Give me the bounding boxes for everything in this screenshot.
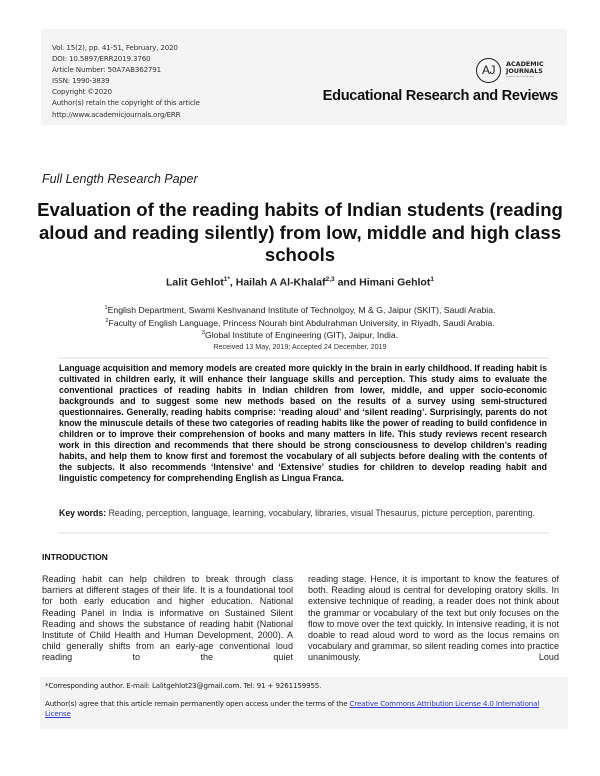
aj-logo-icon: AJ [476,58,501,83]
affiliation-item [30,303,570,316]
keywords-label: Key words: [59,508,107,518]
intro-left-column: Reading habit can help children to break through class barriers at different stages of their life. It is a foundational tool for both early education and higher education. National Reading Panel in India is informative on Sustained Silent Reading and shows the substance of reading habit (National Institute of Child Health and Human Development, 2000). A child generally shifts from an early-age conventional loud reading to the quiet [42,574,293,663]
meta-journal-url[interactable]: http://www.academicjournals.org/ERR [52,109,181,119]
author-affiliation-mark: 2,3 [325,276,335,283]
affiliation-text: Global Institute of Engineering (GIT), Jaipur, India. [204,330,399,341]
article-metadata [52,42,200,120]
author-conjunction: and [334,276,360,289]
meta-copyright-note: Author(s) retain the copyright of this article [52,98,200,108]
affiliation-item [30,316,570,329]
academic-journals-logo [476,58,586,86]
author-affiliation-mark: 1 [430,276,434,283]
abstract: Language acquisition and memory models are created more quickly in the brain in early childhood. If reading habit is cultivated in children early, it will enhance their language skills and perception. This study aims to evaluate the conventional practices of reading habits in Indian children from lower, middle, and upper socio-economic backgrounds and to suggest some new methods based on the results of a survey using semi-structured questionnaires. Generally, reading habits comprise: ‘reading aloud’ and ‘silent reading’. Surprisingly, parents do not know the minuscule details of these two categories of reading habits like the power of reading to build confidence in children or to improve their comprehension of books and many matters in life. This study reviews recent research work in this direction and recommends that there should be strong consciousness to develop children’s reading habits, and help them to know first and foremost the vocabulary of all subjects before dealing with the contents of the subjects. It also recommends ‘Intensive’ and ‘Extensive’ studies for children to develop reading habit and linguistic competency for comprehending English as Lingua Franca. [59,363,547,483]
author-affiliation-mark: 1* [223,276,230,283]
author-name: Hailah A Al-Khalaf [235,276,326,289]
author-name: Lalit Gehlot [166,276,224,289]
license-note [45,699,563,719]
keywords-list: Reading, perception, language, learning, vocabulary, libraries, visual Thesaurus, picture perception, parenting. [108,508,535,518]
license-link[interactable]: Creative Commons Attribution License 4.0 International License [45,699,540,718]
intro-right-column: reading stage. Hence, it is important to know the features of both. Reading aloud is central for developing oratory skills. In extensive technique of reading, a reader does not think about the grammar or vocabulary of the text but only focuses on the flow to move over the text quickly. In intensive reading, it is not doable to read aloud word to word as the locus remains on vocabulary and grammar, so silent reading comes into practice unanimously. Loud [308,574,559,663]
keywords [59,507,547,519]
author-name: Himani Gehlot [359,276,431,289]
abstract-bottom-rule [58,532,549,534]
license-text: Author(s) agree that this article remain permanently open access under the terms of the [45,699,350,708]
meta-doi: DOI: 10.5897/ERR2019.3760 [52,54,151,64]
affiliations [30,303,570,341]
meta-issn: ISSN: 1990-3839 [52,76,110,86]
section-heading-introduction: INTRODUCTION [42,552,108,562]
affiliation-mark: 3 [201,330,205,337]
journal-name: Educational Research and Reviews [322,88,558,104]
affiliation-mark: 2 [105,317,109,324]
affiliation-mark: 1 [104,305,108,311]
affiliation-text: English Department, Swami Keshvanand Institute of Technolgoy, M & G, Jaipur (SKIT), Saudi Arabia. [107,304,496,315]
paper-title: Evaluation of the reading habits of Indian students (reading aloud and reading silently) from low, middle and high class schools [37,199,563,265]
received-accepted-dates: Received 13 May, 2019; Accepted 24 December, 2019 [213,342,387,351]
logo-tagline: expand your knowledge [506,76,535,78]
corresponding-author-note: *Corresponding author. E-mail: Lalitgehlot23@gmail.com. Tel: 91 + 9261159955. [45,681,322,690]
meta-copyright: Copyright ©2020 [52,87,112,97]
abstract-top-rule [58,357,549,359]
logo-line-2: JOURNALS [506,67,543,76]
author-list [30,276,570,289]
author-separator: , [229,276,236,289]
meta-article-number: Article Number: 50A7AB362791 [52,65,162,75]
affiliation-item [30,328,570,341]
affiliation-text: Faculty of English Language, Princess Nourah bint Abdulrahman University, in Riyadh, Saudi Arabia. [108,317,495,328]
meta-volume: Vol. 15(2), pp. 41-51, February, 2020 [52,43,178,52]
logo-line-1: ACADEMIC [506,60,544,68]
paper-type: Full Length Research Paper [42,172,198,186]
logo-wordmark [506,61,544,76]
